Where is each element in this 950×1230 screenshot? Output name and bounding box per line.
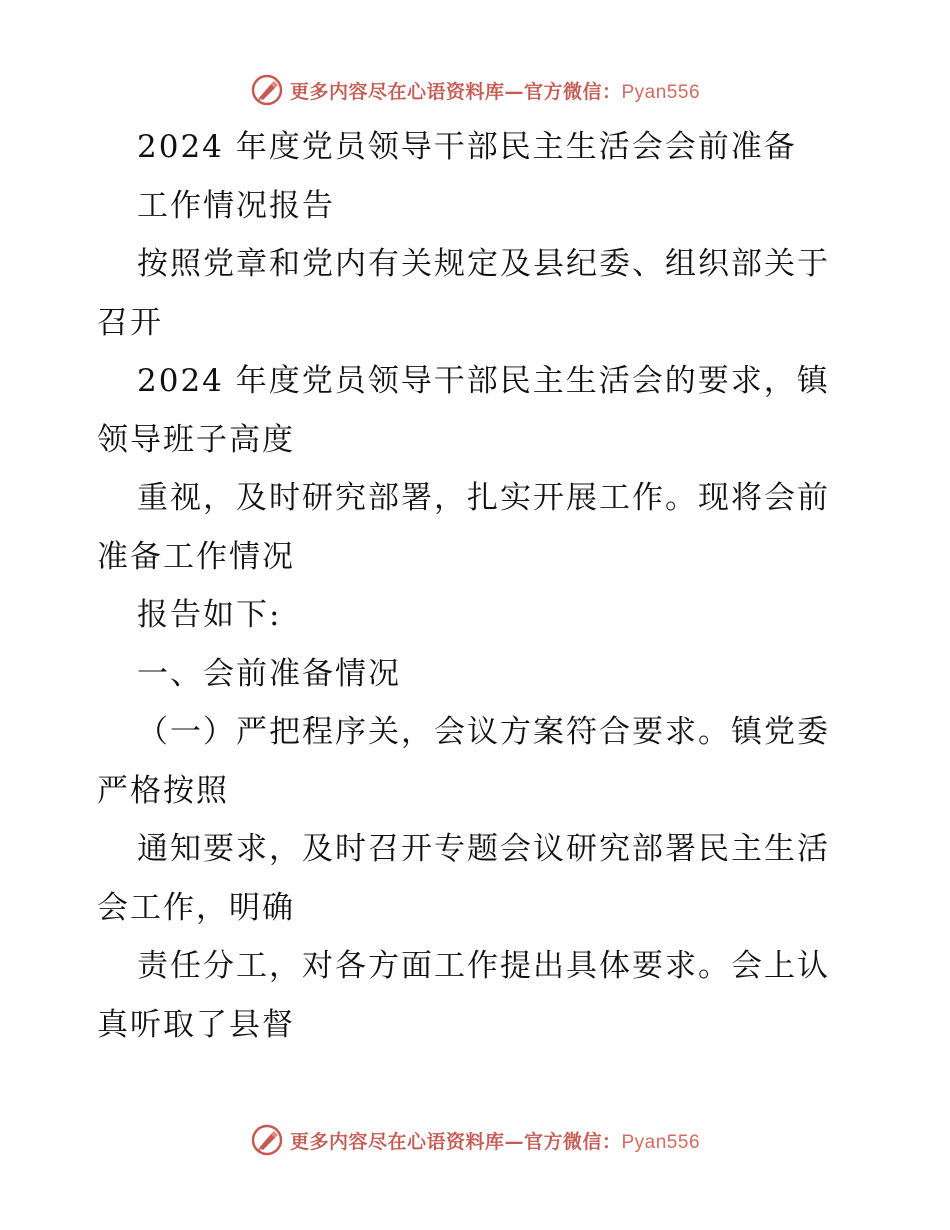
text-line: 2024 年度党员领导干部民主生活会会前准备 — [137, 129, 797, 165]
watermark-text: 更多内容尽在心语资料库—官方微信：Pyan556 — [289, 1130, 701, 1153]
text-line: 通知要求，及时召开专题会议研究部署民主生活 — [137, 831, 830, 867]
text-line: 2024 年度党员领导干部民主生活会的要求，镇 — [137, 363, 830, 399]
text-line: 按照党章和党内有关规定及县纪委、组织部关于 — [137, 246, 830, 282]
text-line: 真听取了县督 — [97, 1006, 295, 1043]
pen-logo-icon — [250, 73, 284, 107]
text-line: 领导班子高度 — [97, 421, 295, 458]
text-line: 工作情况报告 — [137, 187, 335, 224]
text-line: 责任分工，对各方面工作提出具体要求。会上认 — [137, 948, 830, 984]
text-line: 一、会前准备情况 — [137, 655, 401, 692]
text-line: 会工作，明确 — [97, 889, 295, 926]
document-body — [97, 118, 857, 1054]
text-line: 严格按照 — [97, 772, 229, 809]
text-line: 准备工作情况 — [97, 538, 295, 575]
text-line: 重视，及时研究部署，扎实开展工作。现将会前 — [137, 480, 830, 516]
watermark-text: 更多内容尽在心语资料库—官方微信：Pyan556 — [289, 80, 701, 103]
text-line: 召开 — [97, 304, 163, 341]
footer-watermark — [0, 1120, 950, 1160]
header-watermark — [0, 70, 950, 110]
text-line: 报告如下: — [137, 597, 282, 633]
pen-logo-icon — [250, 1123, 284, 1157]
text-line: （一）严把程序关，会议方案符合要求。镇党委 — [137, 714, 830, 750]
